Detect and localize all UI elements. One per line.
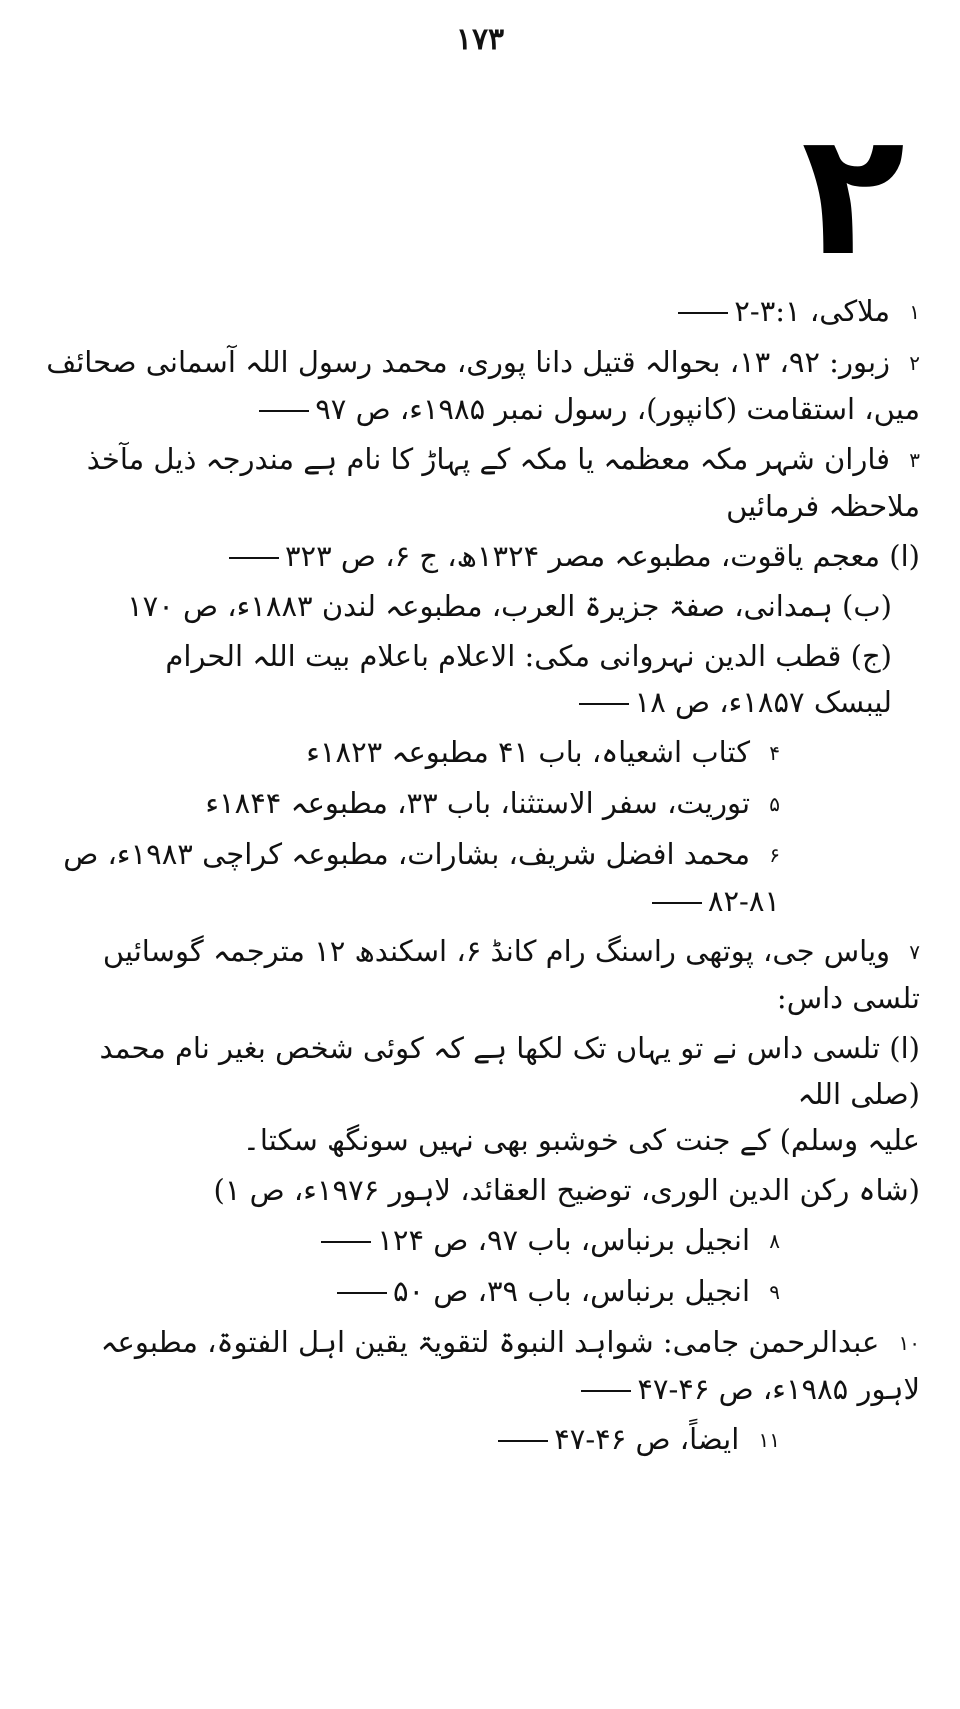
dash-rule: [229, 557, 279, 559]
footnote-text: ملاکی، ۳:۱-۲: [734, 294, 891, 328]
footnote-mark: ۱: [909, 300, 920, 324]
footnote-text: ویاس جی، پوتھی راسنگ رام کانڈ ۶، اسکندھ ۱۲ مترجمہ گوسائیں: [102, 934, 891, 968]
footnote-mark: ۱۰: [898, 1331, 920, 1355]
footnote-text: فاران شہر مکہ معظمہ یا مکہ کے پہاڑ کا نام ہے مندرجہ ذیل مآخذ ملاحظہ فرمائیں: [86, 442, 920, 523]
footnote-text-continued: میں، استقامت (کانپور)، رسول نمبر ۱۹۸۵ء، ص ۹۷: [315, 392, 920, 426]
footnote-mark: ۱۱: [758, 1428, 780, 1452]
dash-rule: [259, 410, 309, 412]
footnote-text: (شاہ رکن الدین الوری، توضیح العقائد، لاہور ۱۹۷۶ء، ص ۱): [213, 1173, 920, 1207]
footnote-mark: ۲: [909, 351, 920, 375]
footnote-mark: ۵: [769, 792, 780, 816]
footnote-text: (ب) ہمدانی، صفۃ جزیرۃ العرب، مطبوعہ لندن ۱۸۸۳ء، ص ۱۷۰: [127, 589, 892, 623]
footnote-7-remark: [40, 1025, 920, 1163]
footnote-text-continued: لیبسک ۱۸۵۷ء، ص ۱۸: [634, 685, 892, 719]
footnote-7: [40, 928, 920, 1021]
footnote-3-source-c: [40, 633, 920, 725]
footnote-8: [40, 1217, 920, 1264]
footnote-text-continued: لاہور ۱۹۸۵ء، ص ۴۶-۴۷: [637, 1372, 920, 1406]
dash-rule: [652, 902, 702, 904]
footnote-6: [40, 831, 920, 924]
footnote-mark: ۸: [769, 1229, 780, 1253]
footnote-3-source-b: [40, 583, 920, 629]
footnote-7-reference: [40, 1167, 920, 1213]
dash-rule: [678, 312, 728, 314]
footnote-2: [40, 339, 920, 432]
footnote-4: [40, 729, 920, 776]
footnote-text: انجیل برنباس، باب ۳۹، ص ۵۰: [392, 1274, 751, 1308]
footnote-text: عبدالرحمن جامی: شواہد النبوۃ لتقویۃ یقین اہل الفتوۃ، مطبوعہ: [100, 1325, 880, 1359]
dash-rule: [581, 1390, 631, 1392]
footnote-text-continued: علیہ وسلم) کے جنت کی خوشبو بھی نہیں سونگھ سکتا۔: [242, 1123, 920, 1157]
footnote-text: انجیل برنباس، باب ۹۷، ص ۱۲۴: [377, 1223, 751, 1257]
footnote-3-source-a: [40, 533, 920, 579]
chapter-number: ۲: [801, 96, 905, 294]
footnote-mark: ۳: [909, 448, 920, 472]
footnote-text: (ج) قطب الدین نہروانی مکی: الاعلام باعلام بیت اللہ الحرام: [165, 639, 892, 673]
footnote-3: [40, 436, 920, 529]
footnote-text-continued: تلسی داس:: [776, 981, 920, 1015]
footnote-1: [40, 288, 920, 335]
footnote-text: (ا) تلسی داس نے تو یہاں تک لکھا ہے کہ کوئی شخص بغیر نام محمد (صلی اللہ: [99, 1031, 920, 1111]
footnote-mark: ۹: [769, 1280, 780, 1304]
footnote-5: [40, 780, 920, 827]
dash-rule: [579, 703, 629, 705]
footnote-mark: ۶: [769, 843, 780, 867]
footnotes: [40, 288, 920, 1467]
footnote-text: توریت، سفر الاستثنا، باب ۳۳، مطبوعہ ۱۸۴۴ء: [205, 786, 751, 820]
footnote-9: [40, 1268, 920, 1315]
footnote-text: زبور: ۹۲، ۱۳، بحوالہ قتیل دانا پوری، محمد رسول اللہ آسمانی صحائف: [46, 345, 891, 379]
footnote-mark: ۴: [769, 741, 780, 765]
footnote-11: [40, 1416, 920, 1463]
dash-rule: [337, 1292, 387, 1294]
footnote-text: (ا) معجم یاقوت، مطبوعہ مصر ۱۳۲۴ھ، ج ۶، ص ۳۲۳: [284, 539, 920, 573]
footnote-text: محمد افضل شریف، بشارات، مطبوعہ کراچی ۱۹۸۳ء، ص ۸۱-۸۲: [63, 837, 780, 918]
page-number: ۱۷۳: [455, 22, 505, 57]
footnote-text: ایضاً، ص ۴۶-۴۷: [554, 1422, 740, 1456]
footnote-10: [40, 1319, 920, 1412]
dash-rule: [321, 1241, 371, 1243]
footnote-mark: ۷: [909, 940, 920, 964]
footnote-text: کتاب اشعیاہ، باب ۴۱ مطبوعہ ۱۸۲۳ء: [306, 735, 751, 769]
dash-rule: [498, 1440, 548, 1442]
